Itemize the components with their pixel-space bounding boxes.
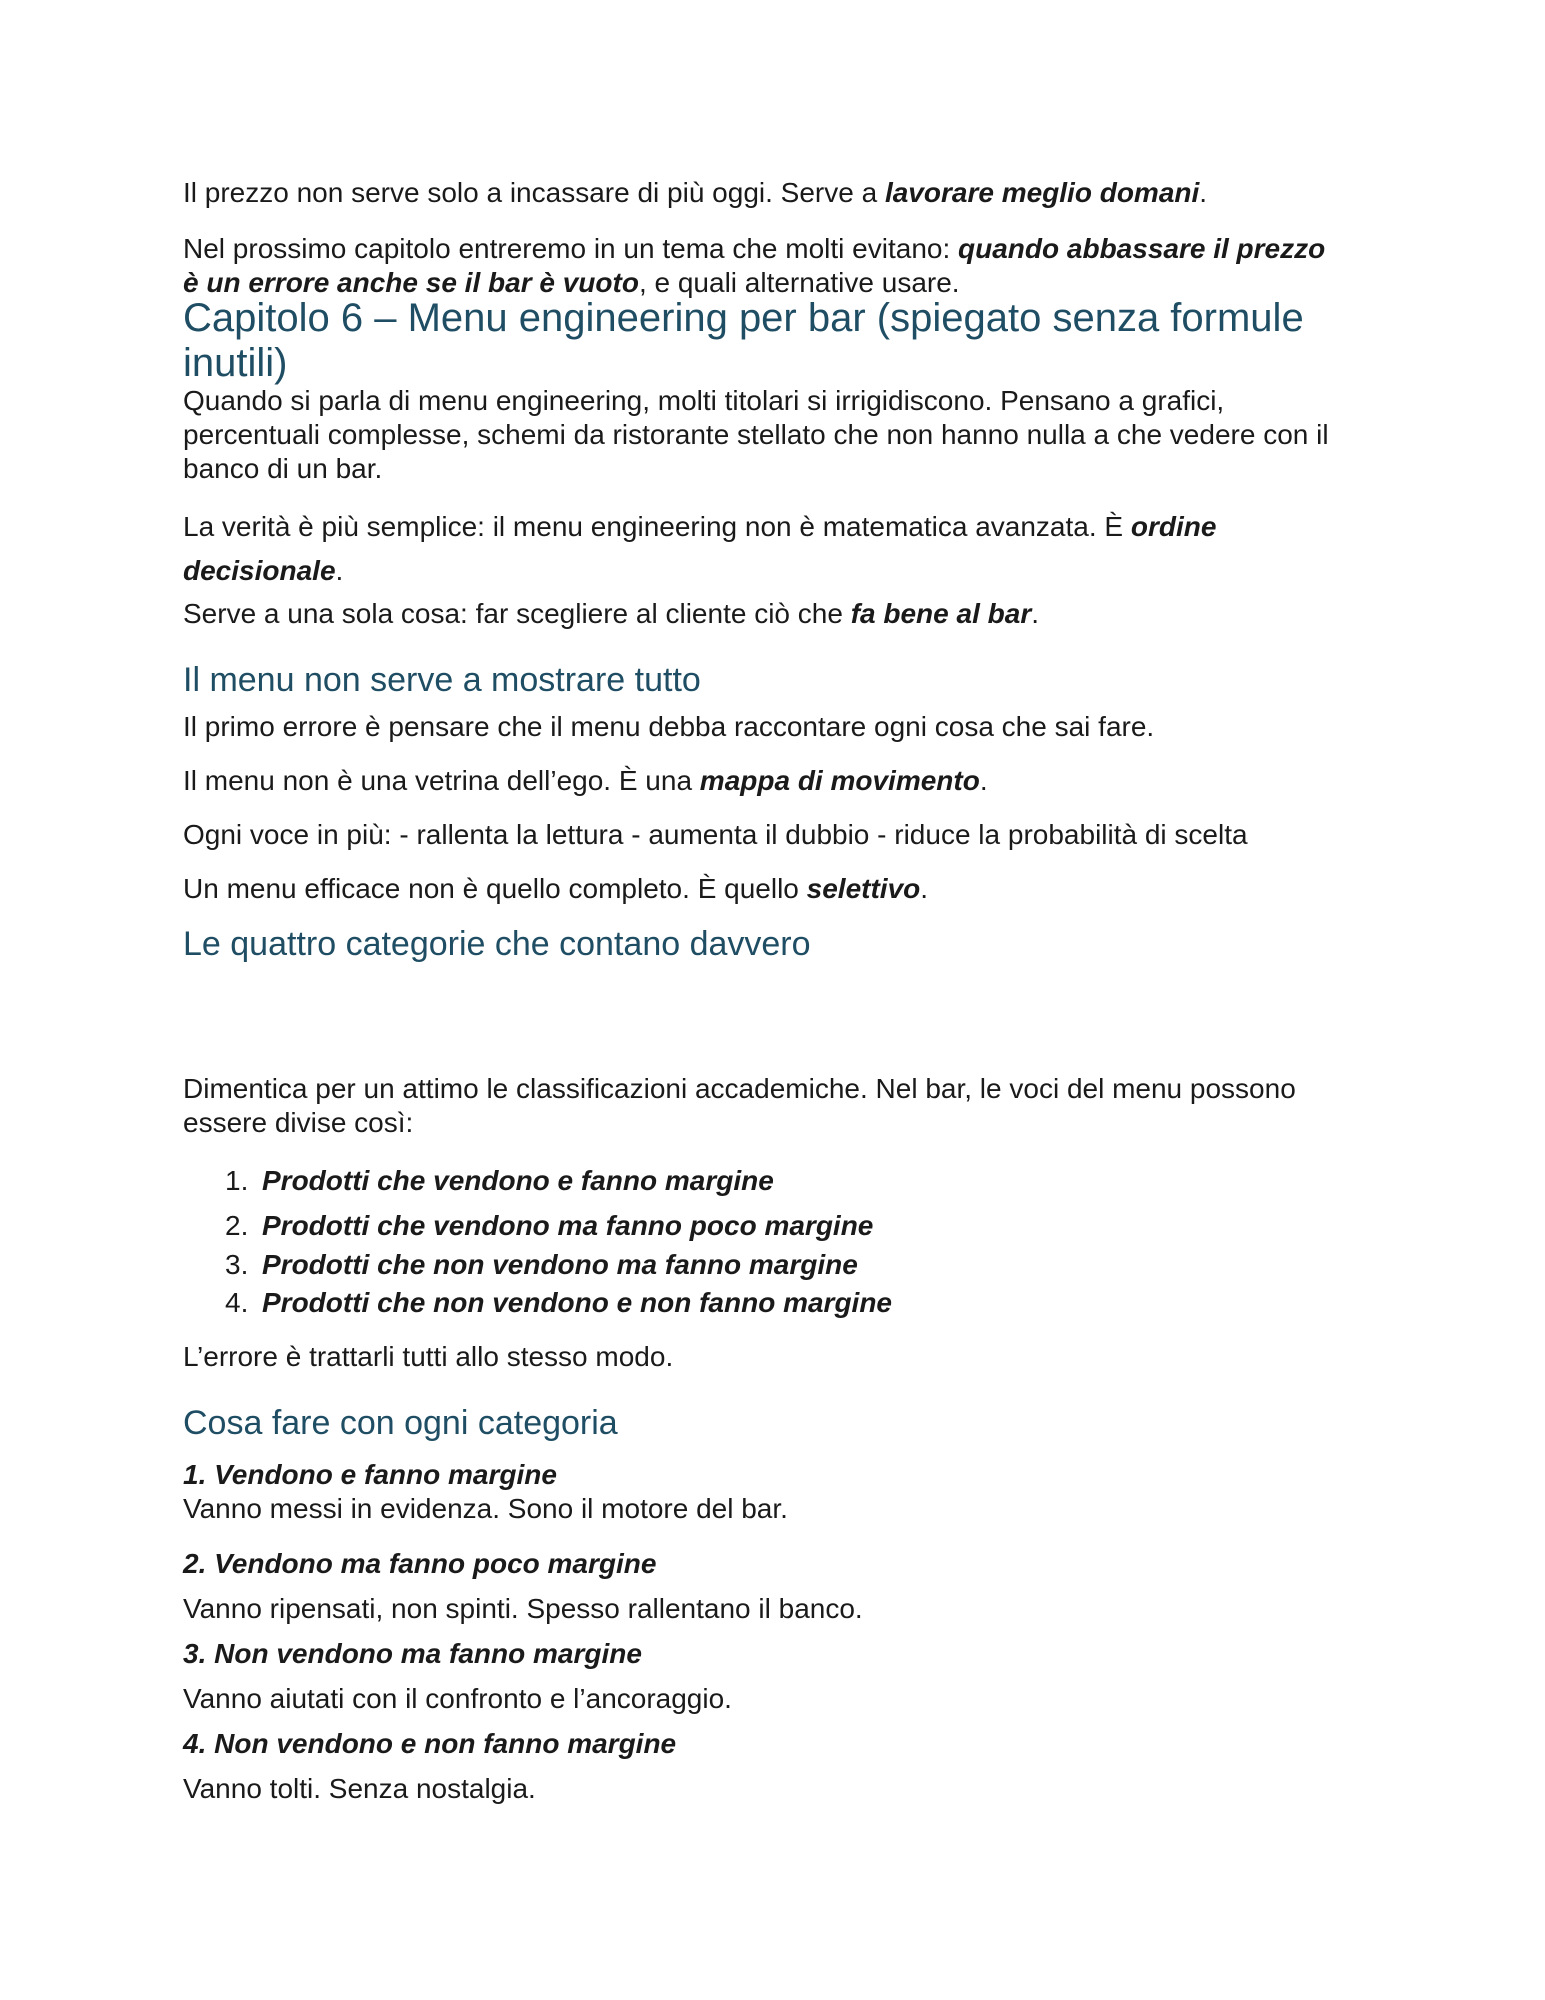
category-heading: 4. Non vendono e non fanno margine xyxy=(183,1728,677,1759)
paragraph-next-chapter xyxy=(183,232,1333,300)
list-number: 3. xyxy=(225,1249,249,1280)
paragraph-first-error: Il primo errore è pensare che il menu debba raccontare ogni cosa che sai fare. xyxy=(183,711,1155,742)
paragraph-text: Un menu efficace non è quello completo. È quello xyxy=(183,873,807,904)
list-text: Prodotti che non vendono e non fanno margine xyxy=(262,1287,892,1318)
paragraph-menu-map xyxy=(183,764,1363,798)
emphasis-text: mappa di movimento xyxy=(699,765,980,796)
list-text: Prodotti che vendono e fanno margine xyxy=(262,1165,774,1196)
list-text: Prodotti che vendono ma fanno poco margine xyxy=(262,1210,874,1241)
category-text: Vanno messi in evidenza. Sono il motore del bar. xyxy=(183,1493,788,1524)
list-item xyxy=(225,1286,892,1320)
list-item xyxy=(225,1209,873,1243)
paragraph-text: , e quali alternative usare. xyxy=(638,267,960,298)
section-heading: Il menu non serve a mostrare tutto xyxy=(183,661,701,699)
paragraph-each-item: Ogni voce in più: - rallenta la lettura - aumenta il dubbio - riduce la probabilità di scelta xyxy=(183,819,1248,850)
category-text: Vanno ripensati, non spinti. Spesso rallentano il banco. xyxy=(183,1593,863,1624)
list-number: 1. xyxy=(225,1165,249,1196)
paragraph-text: . xyxy=(335,555,344,586)
paragraph-text: Il prezzo non serve solo a incassare di più oggi. Serve a xyxy=(183,177,885,208)
list-item xyxy=(225,1164,774,1198)
paragraph-text: Nel prossimo capitolo entreremo in un tema che molti evitano: xyxy=(183,233,959,264)
paragraph-effective-menu xyxy=(183,872,1363,906)
paragraph-categories-intro: Dimentica per un attimo le classificazioni accademiche. Nel bar, le voci del menu possono essere divise così: xyxy=(183,1073,1296,1138)
list-item xyxy=(225,1248,858,1282)
emphasis-text: ordine decisionale xyxy=(183,511,1217,586)
chapter-title: Capitolo 6 – Menu engineering per bar (spiegato senza formule inutili) xyxy=(183,296,1304,385)
list-number: 4. xyxy=(225,1287,249,1318)
paragraph-text: . xyxy=(979,765,988,796)
section-heading: Le quattro categorie che contano davvero xyxy=(183,925,811,963)
paragraph-price xyxy=(183,176,1363,210)
list-text: Prodotti che non vendono ma fanno margine xyxy=(262,1249,858,1280)
paragraph-purpose xyxy=(183,597,1363,631)
emphasis-text: selettivo xyxy=(806,873,921,904)
emphasis-text: lavorare meglio domani xyxy=(884,177,1200,208)
category-heading: 3. Non vendono ma fanno margine xyxy=(183,1638,642,1669)
category-text: Vanno tolti. Senza nostalgia. xyxy=(183,1773,536,1804)
paragraph-text: La verità è più semplice: il menu engineering non è matematica avanzata. È xyxy=(183,511,1131,542)
emphasis-text: quando abbassare il prezzo è un errore anche se il bar è vuoto xyxy=(183,233,1326,298)
paragraph-text: Il menu non è una vetrina dell’ego. È una xyxy=(183,765,700,796)
paragraph-truth xyxy=(183,505,1333,593)
paragraph-text: . xyxy=(1199,177,1208,208)
emphasis-text: fa bene al bar xyxy=(850,598,1032,629)
paragraph-text: . xyxy=(1031,598,1039,629)
paragraph-error: L’errore è trattarli tutti allo stesso modo. xyxy=(183,1341,674,1372)
paragraph-intro: Quando si parla di menu engineering, molti titolari si irrigidiscono. Pensano a grafici, percentuali complesse, schemi da ristorante stellato che non hanno nulla a che vedere con il banco di un bar. xyxy=(183,385,1329,484)
category-heading: 2. Vendono ma fanno poco margine xyxy=(183,1548,657,1579)
paragraph-text: . xyxy=(920,873,929,904)
section-heading: Cosa fare con ogni categoria xyxy=(183,1404,618,1442)
category-text: Vanno aiutati con il confronto e l’ancoraggio. xyxy=(183,1683,732,1714)
paragraph-text: Serve a una sola cosa: far scegliere al cliente ciò che xyxy=(183,598,851,629)
list-number: 2. xyxy=(225,1210,249,1241)
category-heading: 1. Vendono e fanno margine xyxy=(183,1459,557,1490)
